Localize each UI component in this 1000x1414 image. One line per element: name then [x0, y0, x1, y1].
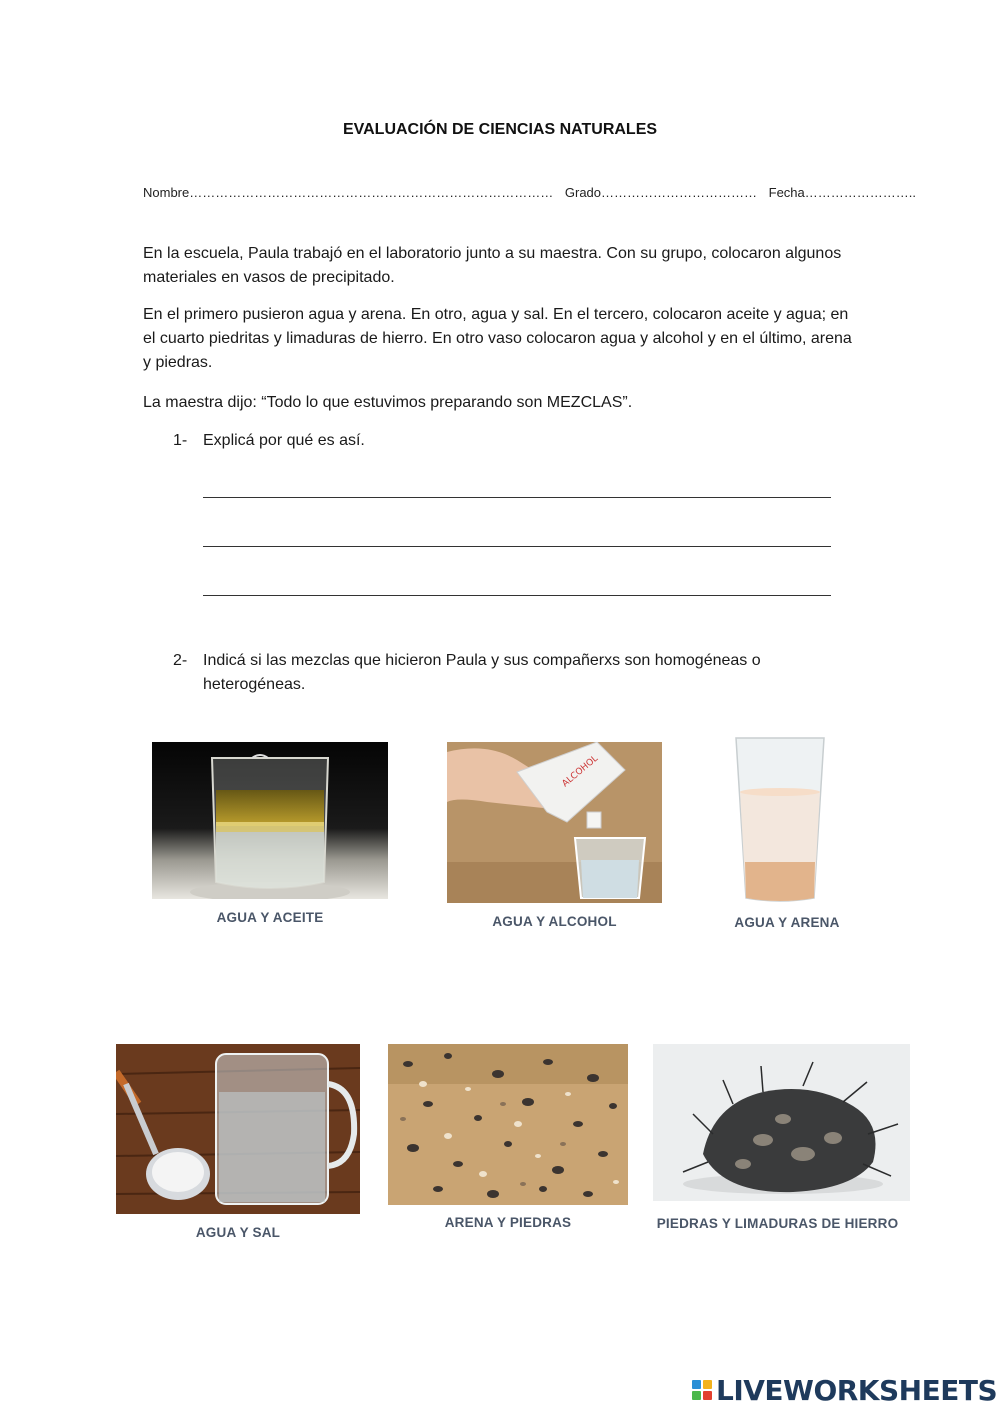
question-1-number: 1-: [173, 432, 188, 449]
materials-paragraph: En el primero pusieron agua y arena. En otro, agua y sal. En el tercero, colocaron aceite y agua; en el cuarto piedritas y limaduras de hierro. En otro vaso colocaron agua y alcohol y en el último, arena y piedras.: [143, 306, 852, 371]
water-salt-photo: [116, 1044, 360, 1214]
liveworksheets-logo-icon: [692, 1380, 712, 1400]
teacher-quote-paragraph: La maestra dijo: “Todo lo que estuvimos preparando son MEZCLAS”.: [143, 394, 633, 411]
intro-paragraph: En la escuela, Paula trabajó en el laboratorio junto a su maestra. Con su grupo, colocaron algunos materiales en vasos de precipitado.: [143, 245, 842, 286]
caption-water-salt: AGUA Y SAL: [195, 1225, 281, 1240]
student-info-fields: [143, 185, 924, 200]
caption-water-sand: AGUA Y ARENA: [734, 915, 840, 930]
date-field[interactable]: Fecha……………………..: [768, 185, 916, 200]
caption-water-alcohol: AGUA Y ALCOHOL: [492, 914, 617, 929]
question-2-number: 2-: [173, 652, 188, 669]
answer-line-3[interactable]: [203, 595, 831, 596]
water-oil-photo: [152, 742, 388, 899]
svg-text:ALCOHOL: ALCOHOL: [560, 753, 601, 790]
caption-stones-iron-filings: PIEDRAS Y LIMADURAS DE HIERRO: [656, 1216, 899, 1231]
worksheet-title: EVALUACIÓN DE CIENCIAS NATURALES: [342, 121, 658, 138]
grade-field[interactable]: Grado………………………………: [564, 185, 758, 200]
question-1-text: Explicá por qué es así.: [203, 432, 365, 449]
question-2-text: Indicá si las mezclas que hicieron Paula y sus compañerxs son homogéneas o heterogéneas.: [203, 652, 761, 693]
name-field[interactable]: Nombre…………………………………………………………………………: [143, 185, 554, 200]
answer-line-2[interactable]: [203, 546, 831, 547]
stones-iron-filings-photo: [653, 1044, 910, 1201]
water-alcohol-photo: [447, 742, 662, 903]
sand-stones-photo: [388, 1044, 628, 1205]
liveworksheets-brand: [692, 1372, 997, 1408]
caption-water-oil: AGUA Y ACEITE: [216, 910, 324, 925]
water-sand-photo: [730, 734, 830, 904]
answer-line-1[interactable]: [203, 497, 831, 498]
caption-sand-stones: ARENA Y PIEDRAS: [444, 1215, 572, 1230]
liveworksheets-wordmark: LIVEWORKSHEETS: [716, 1373, 998, 1407]
